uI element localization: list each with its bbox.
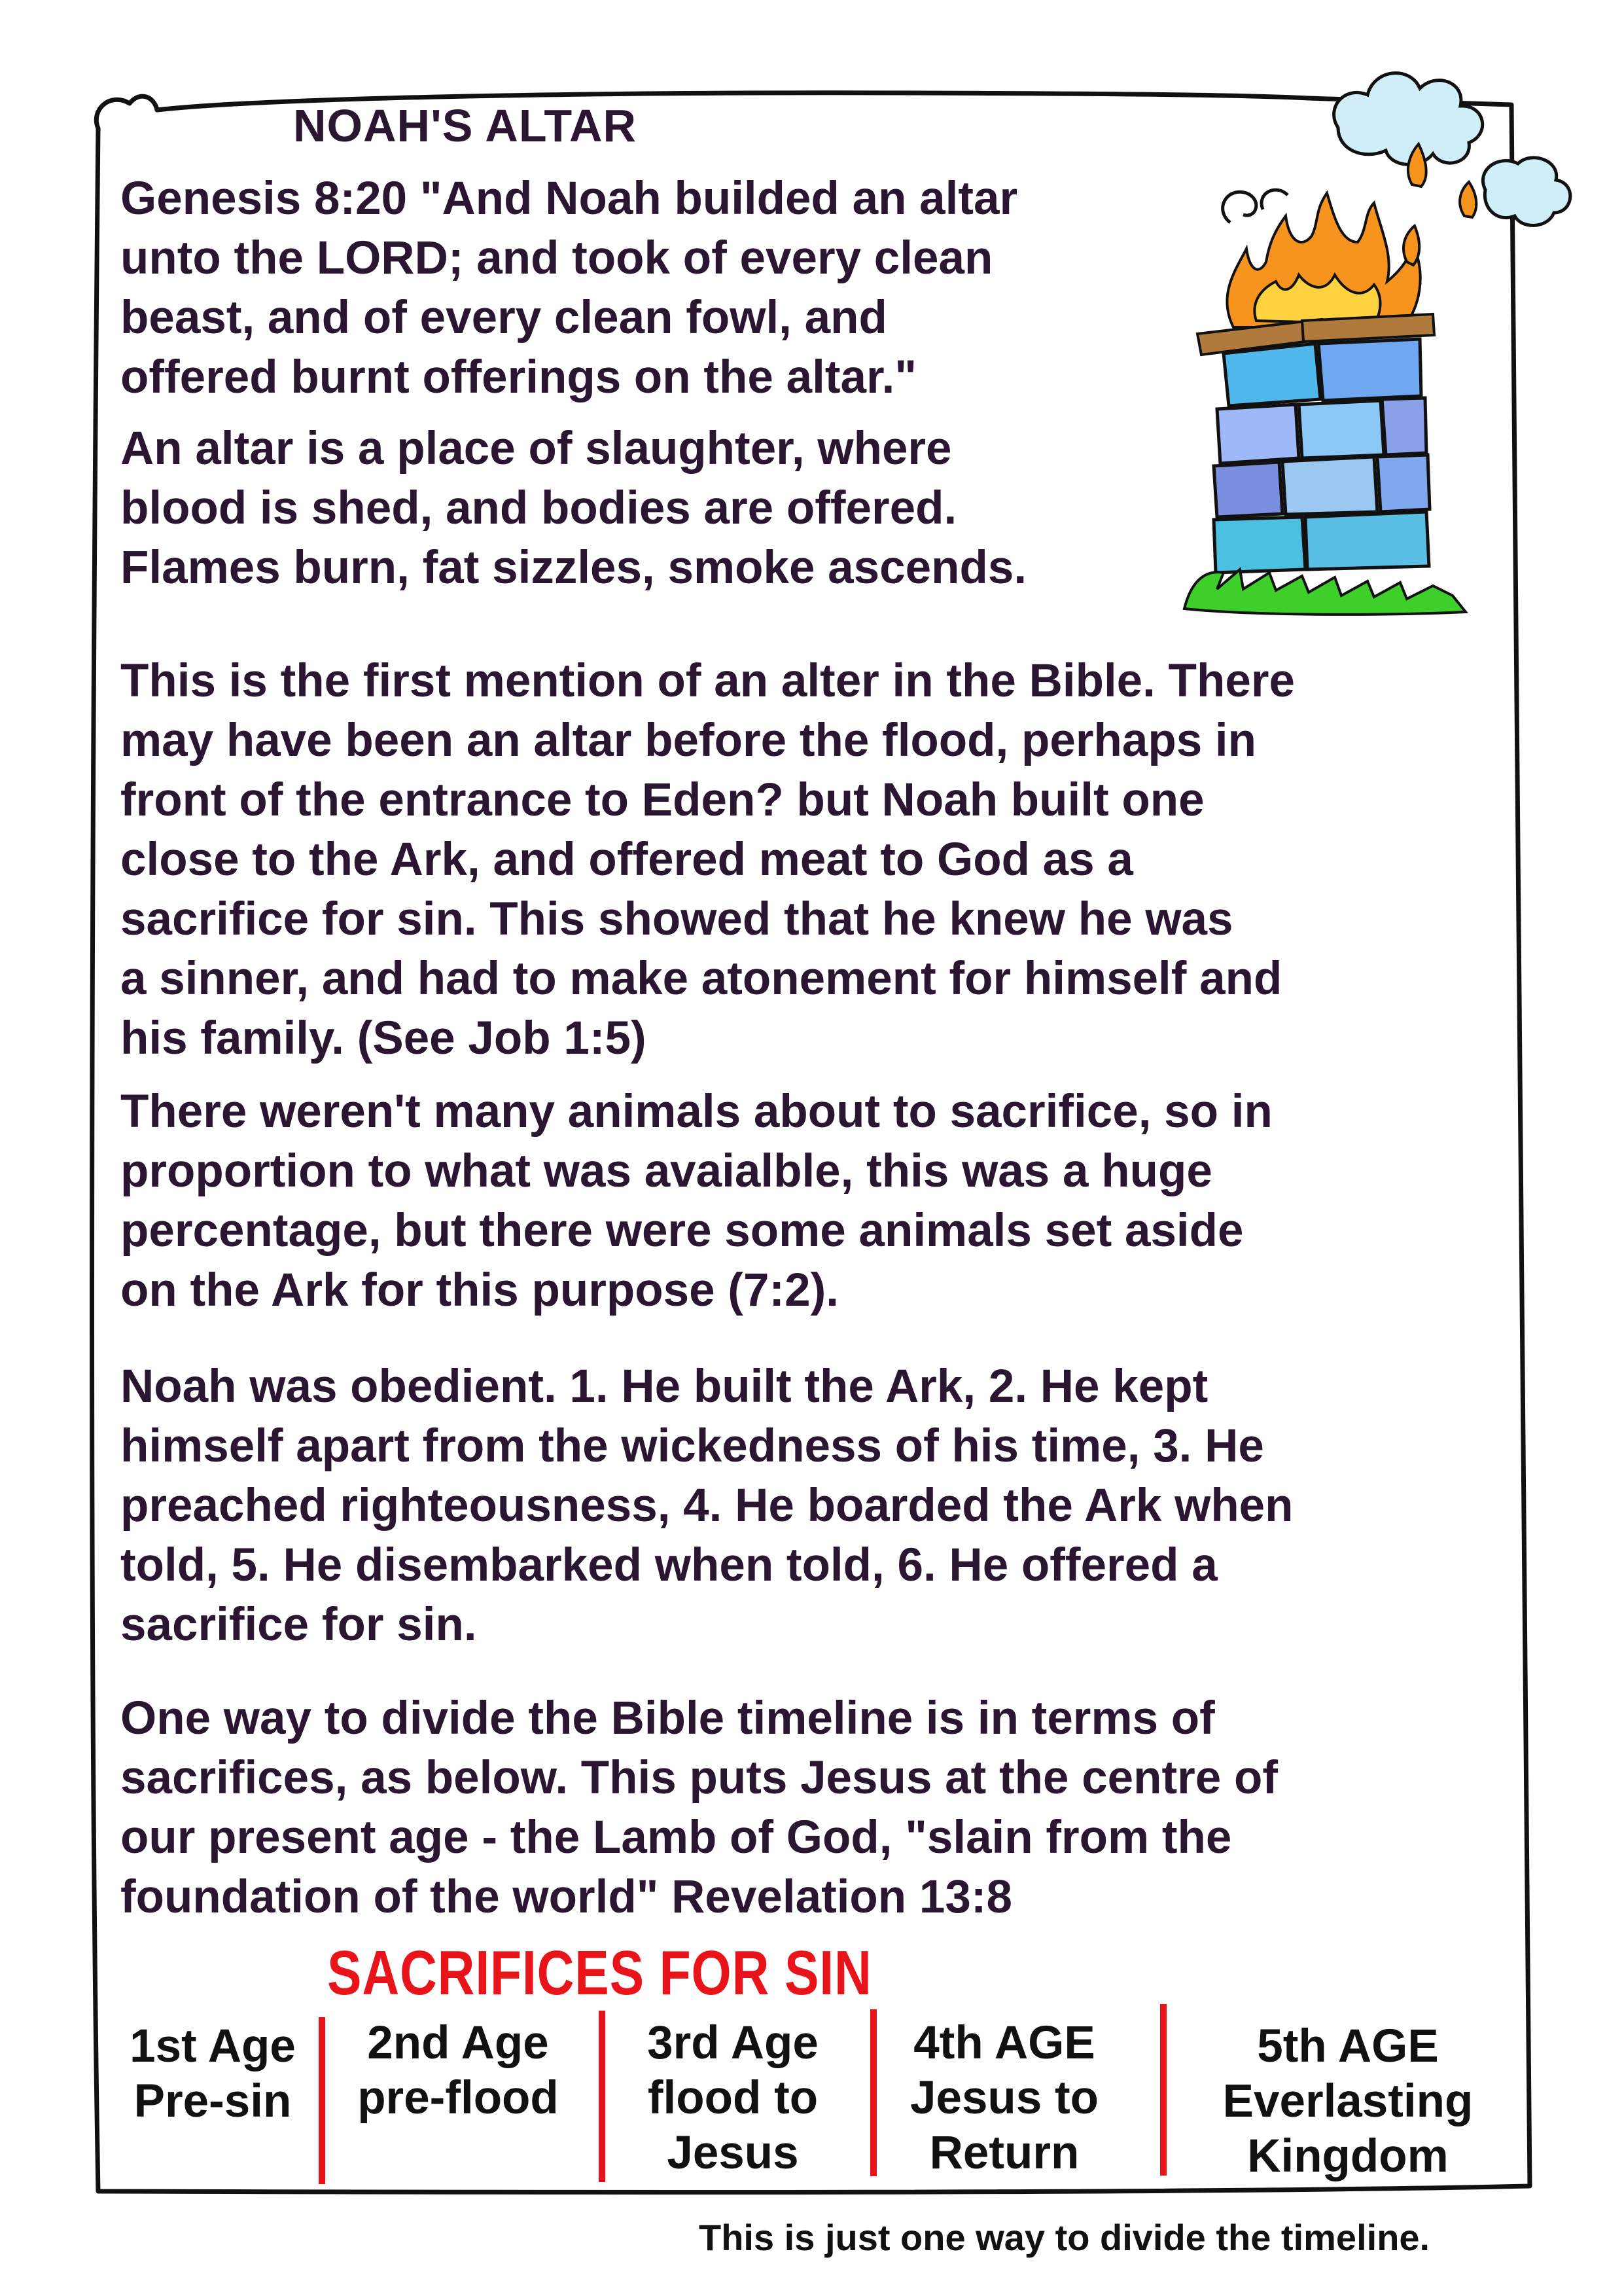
age-5 — [1178, 2019, 1518, 2184]
text-line: sacrifice for sin. — [120, 1599, 477, 1651]
grass-icon — [1184, 569, 1466, 615]
altar-definition-paragraph — [120, 419, 1027, 598]
age-3 — [612, 2016, 854, 2181]
age-divider — [599, 2011, 605, 2182]
flame-icon — [1227, 144, 1476, 327]
text-line: foundation of the world" Revelation 13:8 — [120, 1871, 1013, 1923]
smoke-swirl-icon — [1223, 190, 1288, 223]
text-line: Genesis 8:20 "And Noah builded an altar — [120, 173, 1018, 224]
text-line: sacrifices, as below. This puts Jesus at the centre of — [120, 1752, 1279, 1804]
age-label: 1st Age — [130, 2020, 296, 2072]
text-line: his family. (See Job 1:5) — [120, 1013, 646, 1064]
animals-paragraph — [120, 1082, 1273, 1320]
text-line: told, 5. He disembarked when told, 6. He offered a — [120, 1539, 1218, 1591]
text-line: may have been an altar before the flood, perhaps in — [120, 715, 1256, 766]
age-description: Everlasting — [1222, 2075, 1474, 2127]
text-line: One way to divide the Bible timeline is in terms of — [120, 1693, 1215, 1744]
age-4 — [877, 2016, 1132, 2181]
age-label: 2nd Age — [367, 2017, 549, 2069]
obedience-paragraph — [120, 1357, 1294, 1655]
age-description: flood to — [647, 2072, 819, 2124]
footnote: This is just one way to divide the timeline. — [699, 2217, 1430, 2258]
age-2 — [334, 2016, 582, 2126]
scripture-quote-paragraph — [120, 169, 1017, 407]
stone-blocks-icon — [1214, 339, 1430, 573]
text-line: An altar is a place of slaughter, where — [120, 423, 952, 475]
age-description: Pre-sin — [133, 2075, 292, 2127]
age-divider — [1160, 2004, 1167, 2176]
text-line: percentage, but there were some animals set aside — [120, 1205, 1244, 1257]
text-line: unto the LORD; and took of every clean — [120, 232, 993, 284]
text-line: front of the entrance to Eden? but Noah built one — [120, 774, 1205, 826]
age-divider — [319, 2017, 325, 2184]
age-label: 3rd Age — [647, 2017, 819, 2069]
text-line: our present age - the Lamb of God, "slain from the — [120, 1812, 1232, 1863]
text-line: close to the Ark, and offered meat to God as a — [120, 834, 1133, 886]
age-description: pre-flood — [357, 2072, 559, 2124]
text-line: Flames burn, fat sizzles, smoke ascends. — [120, 542, 1027, 594]
text-line: Noah was obedient. 1. He built the Ark, 2. He kept — [120, 1361, 1209, 1412]
age-description: Kingdom — [1247, 2130, 1449, 2182]
age-label: 4th AGE — [913, 2017, 1095, 2069]
age-description: Jesus to — [909, 2072, 1099, 2124]
text-line: blood is shed, and bodies are offered. — [120, 482, 957, 534]
text-line: beast, and of every clean fowl, and — [120, 292, 887, 344]
age-1 — [105, 2019, 321, 2129]
age-description: Return — [929, 2127, 1080, 2179]
text-line: proportion to what was avaialble, this was a huge — [120, 1145, 1212, 1197]
sacrifices-heading: SACRIFICES FOR SIN — [327, 1938, 872, 2008]
text-line: preached righteousness, 4. He boarded the Ark when — [120, 1480, 1294, 1532]
age-description: Jesus — [667, 2127, 799, 2179]
text-line: on the Ark for this purpose (7:2). — [120, 1265, 839, 1316]
text-line: This is the first mention of an alter in the Bible. There — [120, 655, 1295, 707]
age-divider — [870, 2009, 877, 2176]
timeline-paragraph — [120, 1689, 1278, 1927]
text-line: himself apart from the wickedness of his time, 3. He — [120, 1420, 1264, 1472]
smoke-cloud-icon — [1334, 73, 1570, 226]
text-line: offered burnt offerings on the altar." — [120, 351, 917, 403]
age-label: 5th AGE — [1257, 2020, 1439, 2072]
page-title: NOAH'S ALTAR — [293, 100, 637, 151]
text-line: There weren't many animals about to sacrifice, so in — [120, 1086, 1273, 1138]
text-line: a sinner, and had to make atonement for himself and — [120, 953, 1282, 1005]
text-line: sacrifice for sin. This showed that he knew he was — [120, 893, 1233, 945]
altar-illustration — [1178, 46, 1597, 622]
first-mention-paragraph — [120, 651, 1295, 1068]
